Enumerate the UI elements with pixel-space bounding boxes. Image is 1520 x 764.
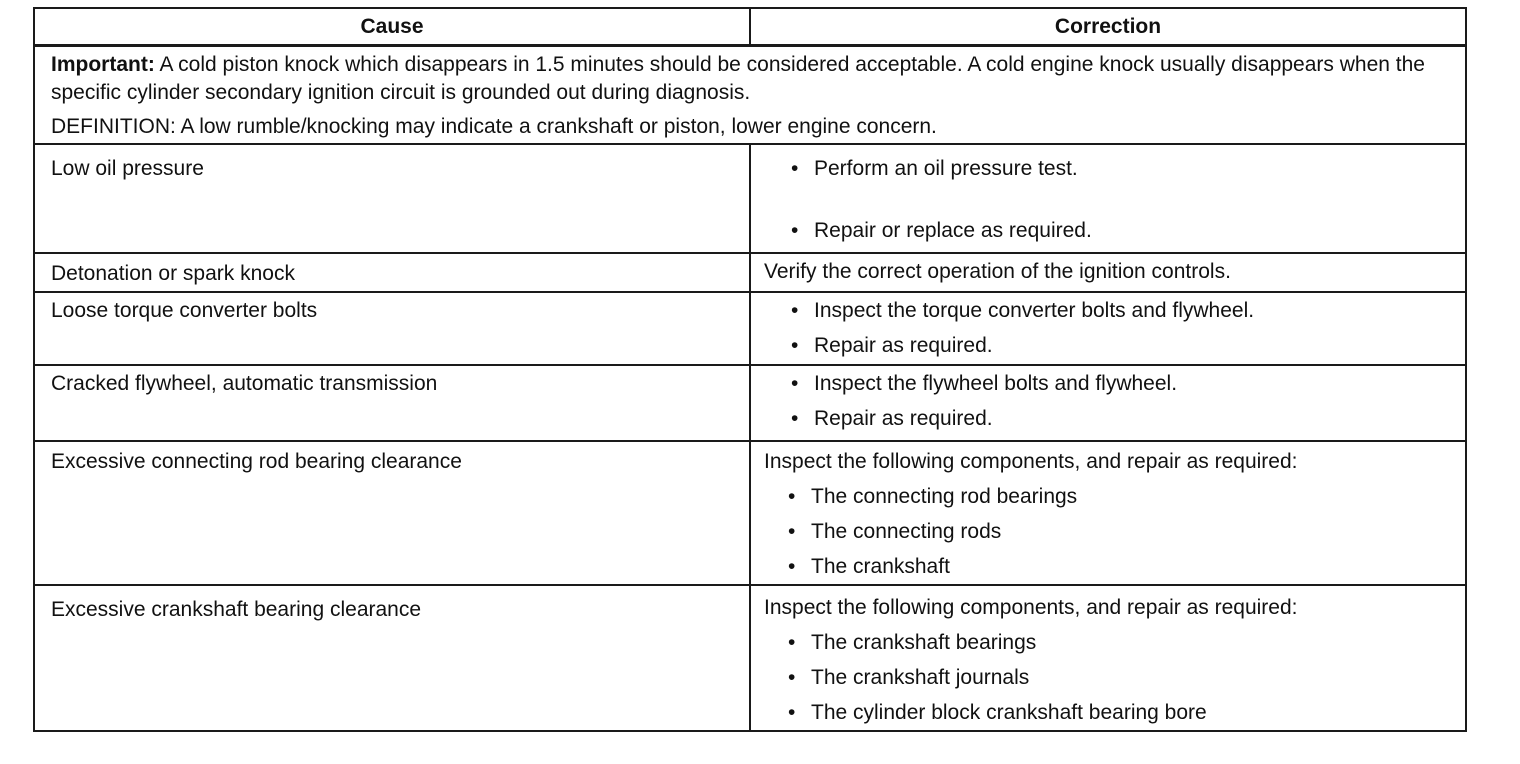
definition-note: DEFINITION: A low rumble/knocking may indicate a crankshaft or piston, lower engine concern. <box>51 115 937 138</box>
list-item: • Repair as required. <box>791 328 1449 363</box>
list-item: • The crankshaft bearings <box>788 625 1449 660</box>
cause-cell <box>34 253 750 292</box>
list-item: • Perform an oil pressure test. <box>791 151 1449 186</box>
table-row <box>34 253 1466 292</box>
table-row <box>34 585 1466 731</box>
correction-list <box>767 293 1449 363</box>
cause-text: Low oil pressure <box>51 157 204 180</box>
correction-text: Verify the correct operation of the ignition controls. <box>764 260 1231 283</box>
list-item: • The connecting rod bearings <box>788 479 1449 514</box>
list-item: • The cylinder block crankshaft bearing bore <box>788 695 1449 730</box>
list-item: • The crankshaft <box>788 549 1449 584</box>
cause-text: Excessive crankshaft bearing clearance <box>51 598 422 621</box>
cause-cell <box>34 292 750 365</box>
list-item: • The crankshaft journals <box>788 660 1449 695</box>
table-row <box>34 292 1466 365</box>
correction-list <box>764 479 1449 584</box>
important-text: A cold piston knock which disappears in 1.5 minutes should be considered acceptable. A cold engine knock usually disappears when the specific cylinder secondary ignition circuit is grounded out during diagnosis. <box>51 53 1425 104</box>
header-cause: Cause <box>34 8 750 46</box>
table-row <box>34 144 1466 253</box>
cause-text: Excessive connecting rod bearing clearance <box>51 450 462 473</box>
diagnosis-table <box>33 7 1467 732</box>
correction-cell <box>750 441 1466 585</box>
correction-cell <box>750 585 1466 731</box>
table-row <box>34 365 1466 441</box>
correction-cell <box>750 292 1466 365</box>
correction-lead: Inspect the following components, and repair as required: <box>764 450 1298 473</box>
list-item: • Inspect the flywheel bolts and flywheel. <box>791 366 1449 401</box>
list-item: • Inspect the torque converter bolts and flywheel. <box>791 293 1449 328</box>
note-cell <box>34 46 1466 145</box>
cause-text: Cracked flywheel, automatic transmission <box>51 372 438 395</box>
table-row <box>34 441 1466 585</box>
correction-cell <box>750 253 1466 292</box>
cause-cell <box>34 144 750 253</box>
correction-list <box>767 366 1449 436</box>
cause-cell <box>34 365 750 441</box>
correction-list <box>767 151 1449 248</box>
header-row <box>34 8 1466 46</box>
list-item: • Repair as required. <box>791 401 1449 436</box>
correction-list <box>764 625 1449 730</box>
correction-lead: Inspect the following components, and repair as required: <box>764 596 1298 619</box>
list-item: • The connecting rods <box>788 514 1449 549</box>
cause-text: Detonation or spark knock <box>51 262 295 285</box>
cause-text: Loose torque converter bolts <box>51 299 318 322</box>
important-label: Important: <box>51 53 155 76</box>
cause-cell <box>34 585 750 731</box>
header-correction: Correction <box>750 8 1466 46</box>
list-item: • Repair or replace as required. <box>791 213 1449 248</box>
correction-cell <box>750 365 1466 441</box>
note-row <box>34 46 1466 145</box>
cause-cell <box>34 441 750 585</box>
important-note <box>51 51 1449 107</box>
correction-cell <box>750 144 1466 253</box>
